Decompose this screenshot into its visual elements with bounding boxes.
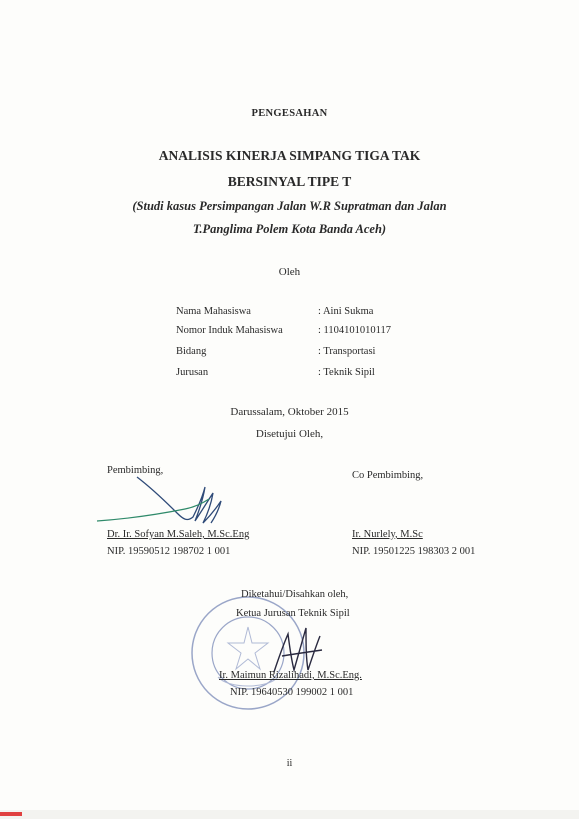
approval-heading: PENGESAHAN (251, 108, 328, 119)
place-date: Darussalam, Oktober 2015 (230, 406, 349, 418)
supervisor-role: Pembimbing, (107, 465, 164, 476)
scan-color-mark (0, 812, 22, 816)
thesis-subtitle-line-2: T.Panglima Polem Kota Banda Aceh) (192, 222, 387, 236)
head-of-department-name: Ir. Maimun Rizalihadi, M.Sc.Eng. (219, 670, 362, 681)
supervisor-signature (95, 475, 235, 530)
head-of-department-nip: NIP. 19640530 199002 1 001 (230, 687, 354, 698)
thesis-title-line-1: ANALISIS KINERJA SIMPANG TIGA TAK (158, 148, 421, 163)
approved-by-label: Disetujui Oleh, (255, 428, 324, 440)
info-value-student-id: : 1104101010117 (318, 325, 392, 336)
ratification-line-1: Diketahui/Disahkan oleh, (241, 589, 349, 600)
ratification-line-2: Ketua Jurusan Teknik Sipil (236, 608, 350, 619)
co-supervisor-name: Ir. Nurlely, M.Sc (352, 529, 423, 540)
supervisor-nip: NIP. 19590512 198702 1 001 (107, 546, 231, 557)
thesis-subtitle-line-1: (Studi kasus Persimpangan Jalan W.R Supratman dan Jalan (132, 199, 447, 213)
info-label-student-id: Nomor Induk Mahasiswa (176, 325, 283, 336)
co-supervisor-nip: NIP. 19501225 198303 2 001 (352, 546, 476, 557)
co-supervisor-role: Co Pembimbing, (352, 470, 424, 481)
scan-edge (0, 810, 579, 819)
info-label-field: Bidang (176, 346, 207, 357)
info-value-name: : Aini Sukma (318, 306, 374, 317)
info-value-department: : Teknik Sipil (318, 367, 375, 378)
thesis-title-line-2: BERSINYAL TIPE T (227, 174, 352, 189)
info-value-field: : Transportasi (318, 346, 376, 357)
supervisor-name: Dr. Ir. Sofyan M.Saleh, M.Sc.Eng (107, 529, 250, 540)
info-label-name: Nama Mahasiswa (176, 306, 251, 317)
by-label: Oleh (278, 266, 301, 278)
info-label-department: Jurusan (176, 367, 209, 378)
page-number: ii (286, 758, 293, 769)
